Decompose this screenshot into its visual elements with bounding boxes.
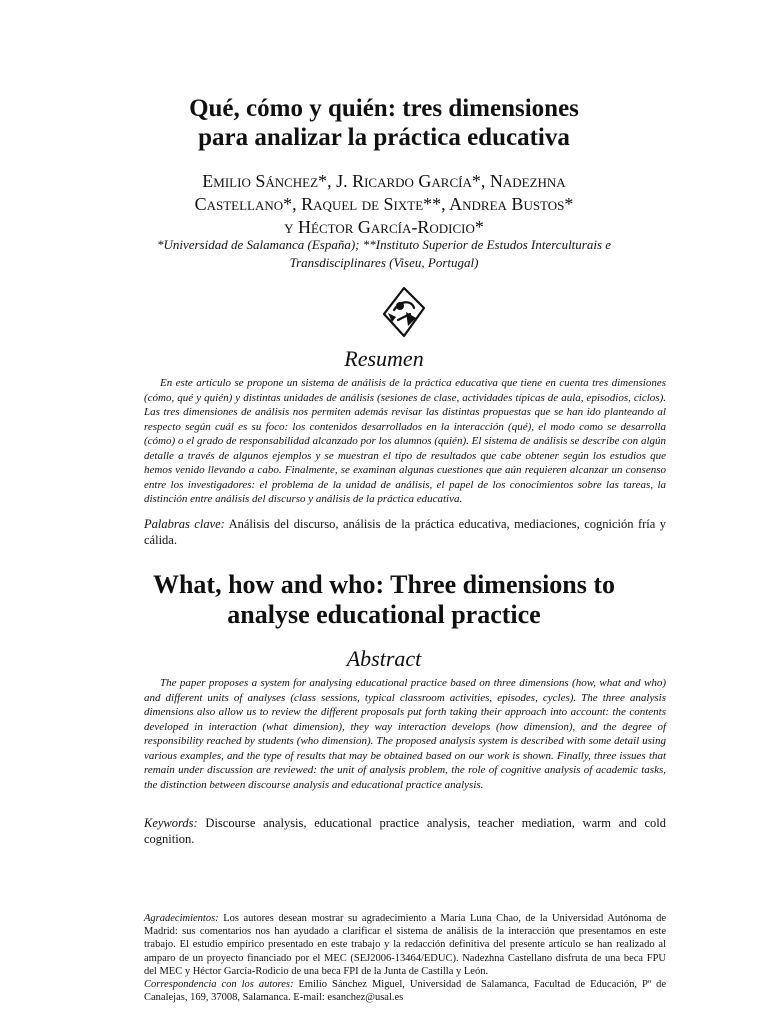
abstract-heading: Abstract: [346, 646, 422, 671]
resumen-heading: Resumen: [344, 346, 424, 371]
acknowledgements-label: Agradecimientos:: [144, 913, 219, 924]
footnotes: [144, 912, 666, 1004]
palabras-clave-text: Análisis del discurso, análisis de la práctica educativa, mediaciones, cognición fría y cálida.: [144, 517, 666, 547]
author-list: [120, 170, 648, 239]
keywords: [144, 815, 666, 847]
acknowledgements-text: Los autores desean mostrar su agradecimiento a María Luna Chao, de la Universidad Autónoma de Madrid: sus comentarios nos han ayudado a clarificar el sistema de análisis de la interacción que presentamos en este trabajo. El estudio empírico presentado en este trabajo y la redacción definitiva del presente artículo se han realizado al amparo de un proyecto financiado por el MEC (SEJ2006-13464/EDUC). Nadezhna Castellano disfruta de una beca FPU del MEC y Héctor García-Rodicio de una beca FPI de la Junta de Castilla y León.: [144, 913, 667, 977]
keywords-text: Discourse analysis, educational practice analysis, teacher mediation, warm and cold cognition.: [144, 816, 666, 846]
correspondence-text: Emilio Sánchez Miguel, Universidad de Salamanca, Facultad de Educación, Pº de Canalejas, 169, 37008, Salamanca. E-mail: esanchez@usal.es: [144, 979, 666, 1004]
title-spanish-line-1: Qué, cómo y quién: tres dimensiones: [189, 95, 579, 122]
author-line-1: Emilio Sánchez*, J. Ricardo García*, Nadezhna: [202, 171, 566, 191]
journal-logo-icon: [380, 286, 428, 338]
title-english: [90, 570, 678, 630]
title-spanish-line-2: para analizar la práctica educativa: [198, 124, 570, 151]
abstract-body: The paper proposes a system for analysing educational practice based on three dimensions (how, what and who) and different units of analyses (class sessions, typical classroom activities, episodes, cycles). The three analysis dimensions also allow us to review the different proposals put forth taking their approach into account: the contents developed in interaction (what dimension), they way interaction develops (how dimension), and the degree of responsibility reached by students (who dimension). The proposed analysis system is described with some detail using various examples, and the type of results that may be obtained based on our work is shown. Finally, three issues that remain under discussion are reviewed: the unit of analysis problem, the role of cognitive analysis of academic tasks, the distinction between discourse analysis and educational practice analysis.: [144, 677, 666, 791]
acknowledgements: [144, 912, 666, 978]
palabras-clave-label: Palabras clave:: [144, 517, 225, 531]
affiliations: *Universidad de Salamanca (España); **Instituto Superior de Estudos Interculturais e Transdisciplinares (Viseu, Portugal): [156, 237, 612, 270]
correspondence: [144, 978, 666, 1004]
title-english-line-2: analyse educational practice: [227, 600, 541, 629]
palabras-clave: [144, 516, 666, 548]
keywords-label: Keywords:: [144, 816, 198, 830]
title-spanish: [100, 94, 668, 152]
author-line-3: y Héctor García-Rodicio*: [284, 217, 484, 237]
resumen-body: En este artículo se propone un sistema de análisis de la práctica educativa que tiene en cuenta tres dimensiones (cómo, qué y quién) y distintas unidades de análisis (sesiones de clase, actividades típicas de aula, episodios, ciclos). Las tres dimensiones de análisis nos permiten además revisar las distintas propuestas que se han ido planteando al respecto según cuál es su foco: los contenidos desarrollados en la interacción (qué), el modo como se desarrolla (cómo) o el grado de responsabilidad alcanzado por los alumnos (quién). El sistema de análisis se describe con algún detalle a través de algunos ejemplos y se muestran el tipo de resultados que cabe obtener según los estudios que hemos venido llevando a cabo. Finalmente, se examinan algunas cuestiones que aún requieren alcanzar un consenso entre los investigadores: el problema de la unidad de análisis, el papel de los conocimientos sobre las tareas, la distinción entre análisis del discurso y análisis de la práctica educativa.: [144, 377, 666, 505]
author-line-2: Castellano*, Raquel de Sixte**, Andrea Bustos*: [194, 194, 574, 214]
correspondence-label: Correspondencia con los autores:: [144, 979, 294, 991]
title-english-line-1: What, how and who: Three dimensions to: [152, 570, 616, 599]
